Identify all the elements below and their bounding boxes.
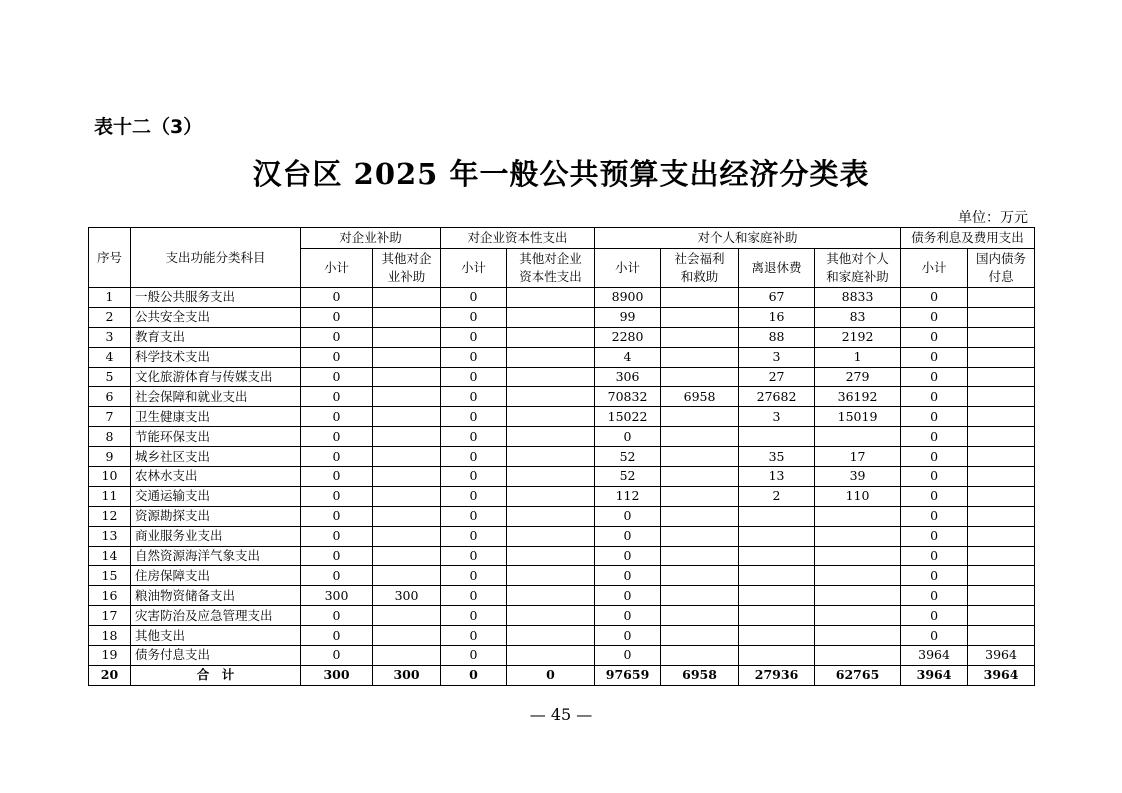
row-value [507,606,595,626]
row-seq: 11 [89,486,131,506]
row-value [968,586,1035,606]
row-value: 0 [301,427,373,447]
row-value [815,606,901,626]
row-value [373,626,441,646]
row-value [739,526,815,546]
row-value: 8833 [815,288,901,308]
row-value: 67 [739,288,815,308]
row-value: 13 [739,467,815,487]
row-value [373,506,441,526]
header-sub-line: 资本性支出 [519,269,582,284]
row-value [661,506,739,526]
row-value [815,646,901,666]
row-category: 交通运输支出 [131,486,301,506]
header-seq: 序号 [89,228,131,288]
row-value [739,626,815,646]
row-value [661,546,739,566]
row-value [373,387,441,407]
row-value [507,626,595,646]
row-value [507,586,595,606]
row-seq: 4 [89,347,131,367]
row-value: 2280 [595,327,661,347]
header-sub [441,249,507,288]
row-value [507,447,595,467]
row-value: 0 [441,447,507,467]
row-value [815,546,901,566]
row-value: 27682 [739,387,815,407]
row-value: 0 [441,347,507,367]
row-value: 36192 [815,387,901,407]
row-seq: 9 [89,447,131,467]
table-row [89,566,1035,586]
header-sub-line: 和家庭补助 [826,269,889,284]
row-value: 83 [815,307,901,327]
row-value [507,506,595,526]
row-value [661,606,739,626]
row-value: 306 [595,367,661,387]
header-sub [968,249,1035,288]
row-category: 教育支出 [131,327,301,347]
row-value [739,546,815,566]
row-value: 0 [901,606,968,626]
row-category: 合 计 [131,665,301,685]
table-row [89,467,1035,487]
row-value [739,506,815,526]
header-sub [301,249,373,288]
row-value: 16 [739,307,815,327]
row-value [968,626,1035,646]
row-seq: 18 [89,626,131,646]
row-value: 6958 [661,665,739,685]
row-value [968,307,1035,327]
header-sub-line: 其他对个人 [826,251,889,266]
row-value: 0 [901,427,968,447]
row-value [661,586,739,606]
header-sub-line: 和救助 [680,269,719,284]
row-category: 灾害防治及应急管理支出 [131,606,301,626]
header-sub [815,249,901,288]
table-row [89,367,1035,387]
header-sub-line: 其他对企业 [519,251,582,266]
row-value [373,407,441,427]
row-seq: 5 [89,367,131,387]
row-value [739,586,815,606]
table-row [89,327,1035,347]
row-value [815,586,901,606]
row-value: 15022 [595,407,661,427]
row-value: 52 [595,467,661,487]
row-value: 0 [441,467,507,487]
row-value: 0 [441,665,507,685]
table-row [89,586,1035,606]
row-value [507,307,595,327]
row-value: 0 [441,626,507,646]
unit-label: 单位：万元 [958,210,1028,226]
expenditure-table [88,227,1035,686]
row-seq: 3 [89,327,131,347]
row-value [739,566,815,586]
row-value: 0 [595,566,661,586]
row-value: 0 [901,387,968,407]
table-row [89,387,1035,407]
row-value [373,526,441,546]
row-value [739,646,815,666]
row-value: 2 [739,486,815,506]
row-value [507,467,595,487]
row-seq: 8 [89,427,131,447]
row-value: 0 [441,546,507,566]
row-category: 资源勘探支出 [131,506,301,526]
row-value: 3 [739,347,815,367]
row-value: 0 [595,586,661,606]
row-value [373,486,441,506]
row-value: 27936 [739,665,815,685]
page-title: 汉台区 2025 年一般公共预算支出经济分类表 [252,157,870,191]
table-row [89,347,1035,367]
row-value [661,427,739,447]
row-value: 0 [301,626,373,646]
header-sub-line: 小计 [323,260,349,275]
row-value: 0 [301,646,373,666]
row-value: 0 [301,288,373,308]
row-value [968,526,1035,546]
row-seq: 7 [89,407,131,427]
row-value: 0 [901,566,968,586]
row-value [507,367,595,387]
row-value: 2192 [815,327,901,347]
row-value: 279 [815,367,901,387]
row-value: 99 [595,307,661,327]
row-category: 粮油物资储备支出 [131,586,301,606]
row-value: 0 [441,586,507,606]
row-value: 52 [595,447,661,467]
row-value [815,506,901,526]
row-value [661,626,739,646]
row-value [373,288,441,308]
row-value: 0 [595,546,661,566]
row-value [373,467,441,487]
row-value: 0 [901,447,968,467]
row-value: 0 [507,665,595,685]
table-row [89,427,1035,447]
row-value [815,427,901,447]
row-value: 0 [441,606,507,626]
row-value [661,467,739,487]
row-value: 112 [595,486,661,506]
row-value: 0 [301,307,373,327]
row-value: 3964 [901,665,968,685]
table-row [89,486,1035,506]
row-value [661,327,739,347]
row-value [968,467,1035,487]
row-value: 0 [901,347,968,367]
header-group-enterprise-capital: 对企业资本性支出 [441,228,595,249]
header-sub [661,249,739,288]
row-value [661,447,739,467]
table-row [89,288,1035,308]
table-row [89,646,1035,666]
row-value: 0 [441,407,507,427]
table-row [89,407,1035,427]
row-value [507,327,595,347]
row-value [968,288,1035,308]
header-sub [739,249,815,288]
row-value: 0 [301,606,373,626]
row-value [815,566,901,586]
row-value [968,506,1035,526]
row-seq: 12 [89,506,131,526]
row-value [507,546,595,566]
row-value: 88 [739,327,815,347]
row-value: 6958 [661,387,739,407]
row-value [373,327,441,347]
row-value: 0 [301,327,373,347]
row-value: 0 [595,427,661,447]
header-sub-line: 其他对企 [381,251,432,266]
header-group-debt-interest: 债务利息及费用支出 [901,228,1035,249]
header-sub [901,249,968,288]
row-seq: 10 [89,467,131,487]
row-value: 0 [441,288,507,308]
row-value: 0 [441,566,507,586]
table-row [89,626,1035,646]
header-sub-line: 小计 [615,260,641,275]
row-category: 债务付息支出 [131,646,301,666]
row-value: 8900 [595,288,661,308]
row-value: 110 [815,486,901,506]
row-category: 卫生健康支出 [131,407,301,427]
row-value: 0 [301,447,373,467]
row-value: 0 [441,367,507,387]
row-value [661,367,739,387]
row-value [373,606,441,626]
header-group-household-subsidy: 对个人和家庭补助 [595,228,901,249]
row-value [968,427,1035,447]
row-value [661,486,739,506]
row-value: 0 [901,307,968,327]
row-seq: 17 [89,606,131,626]
row-category: 社会保障和就业支出 [131,387,301,407]
table-row [89,606,1035,626]
row-value: 0 [441,387,507,407]
row-value [507,387,595,407]
row-value [373,646,441,666]
row-seq: 6 [89,387,131,407]
row-value: 0 [901,407,968,427]
row-seq: 13 [89,526,131,546]
header-sub-line: 国内债务 [976,251,1027,266]
row-value [373,307,441,327]
row-value: 0 [901,546,968,566]
row-value: 62765 [815,665,901,685]
row-seq: 1 [89,288,131,308]
row-value [968,387,1035,407]
row-category: 一般公共服务支出 [131,288,301,308]
header-sub-line: 业补助 [387,269,426,284]
row-value: 300 [373,586,441,606]
row-value: 0 [441,646,507,666]
row-category: 商业服务业支出 [131,526,301,546]
row-seq: 14 [89,546,131,566]
row-value: 39 [815,467,901,487]
row-value: 0 [901,486,968,506]
row-value: 15019 [815,407,901,427]
table-row [89,307,1035,327]
row-value: 70832 [595,387,661,407]
row-value: 0 [901,327,968,347]
header-sub-line: 小计 [921,260,947,275]
row-value [968,566,1035,586]
row-value: 300 [301,586,373,606]
row-value [661,307,739,327]
header-category: 支出功能分类科目 [131,228,301,288]
header-sub-line: 离退休费 [751,260,802,275]
table-row [89,506,1035,526]
page-number: — 45 — [529,705,593,724]
row-value [968,367,1035,387]
row-value: 3964 [968,646,1035,666]
row-value [507,427,595,447]
row-value [507,646,595,666]
row-category: 其他支出 [131,626,301,646]
row-category: 农林水支出 [131,467,301,487]
row-value [373,367,441,387]
row-value: 0 [301,566,373,586]
row-value [373,427,441,447]
row-value: 0 [901,506,968,526]
row-category: 城乡社区支出 [131,447,301,467]
row-seq: 15 [89,566,131,586]
row-value [661,407,739,427]
row-value [968,327,1035,347]
row-value: 3964 [968,665,1035,685]
row-value: 0 [441,486,507,506]
row-value: 0 [595,646,661,666]
row-value [507,407,595,427]
header-sub-line: 小计 [461,260,487,275]
row-value: 0 [595,626,661,646]
row-category: 自然资源海洋气象支出 [131,546,301,566]
row-value: 0 [595,506,661,526]
row-value [373,447,441,467]
header-sub-line: 付息 [988,269,1014,284]
row-category: 公共安全支出 [131,307,301,327]
table-row [89,447,1035,467]
row-value [661,347,739,367]
row-value [661,646,739,666]
row-value [739,427,815,447]
row-category: 文化旅游体育与传媒支出 [131,367,301,387]
row-value: 300 [301,665,373,685]
header-sub [595,249,661,288]
row-value: 0 [901,367,968,387]
row-value [661,288,739,308]
row-value: 0 [301,506,373,526]
row-value: 0 [901,626,968,646]
row-value: 1 [815,347,901,367]
row-value [815,526,901,546]
row-value [373,566,441,586]
row-value: 0 [301,486,373,506]
header-sub-line: 社会福利 [674,251,725,266]
row-value: 27 [739,367,815,387]
row-value: 0 [595,526,661,546]
row-value [507,526,595,546]
row-value: 0 [441,427,507,447]
row-value: 0 [901,586,968,606]
row-value: 0 [301,467,373,487]
row-value: 0 [301,546,373,566]
row-value [373,347,441,367]
row-value [661,526,739,546]
row-value [739,606,815,626]
row-value: 0 [901,288,968,308]
row-value: 0 [301,407,373,427]
row-category: 住房保障支出 [131,566,301,586]
row-seq: 2 [89,307,131,327]
row-value: 0 [301,347,373,367]
row-value: 35 [739,447,815,467]
row-value: 3964 [901,646,968,666]
table-row [89,546,1035,566]
row-category: 科学技术支出 [131,347,301,367]
row-value: 0 [441,307,507,327]
row-value: 3 [739,407,815,427]
row-value [507,566,595,586]
row-value: 4 [595,347,661,367]
row-value [661,566,739,586]
row-value [968,546,1035,566]
row-value: 0 [441,506,507,526]
row-seq: 20 [89,665,131,685]
row-value [968,447,1035,467]
row-value: 97659 [595,665,661,685]
row-value: 0 [595,606,661,626]
row-value [507,288,595,308]
sheet-label: 表十二（3） [94,116,203,138]
row-value: 0 [301,526,373,546]
row-seq: 19 [89,646,131,666]
row-value [968,606,1035,626]
row-category: 节能环保支出 [131,427,301,447]
row-value [968,347,1035,367]
header-sub [373,249,441,288]
row-value: 0 [441,526,507,546]
row-value: 0 [301,367,373,387]
row-value [507,486,595,506]
row-value: 0 [901,467,968,487]
row-seq: 16 [89,586,131,606]
row-value: 0 [301,387,373,407]
row-value [968,407,1035,427]
table-row [89,526,1035,546]
total-row [89,665,1035,685]
header-group-enterprise-subsidy: 对企业补助 [301,228,441,249]
row-value [968,486,1035,506]
row-value: 0 [441,327,507,347]
header-sub [507,249,595,288]
row-value [507,347,595,367]
row-value: 17 [815,447,901,467]
row-value [373,546,441,566]
row-value: 0 [901,526,968,546]
row-value: 300 [373,665,441,685]
row-value [815,626,901,646]
